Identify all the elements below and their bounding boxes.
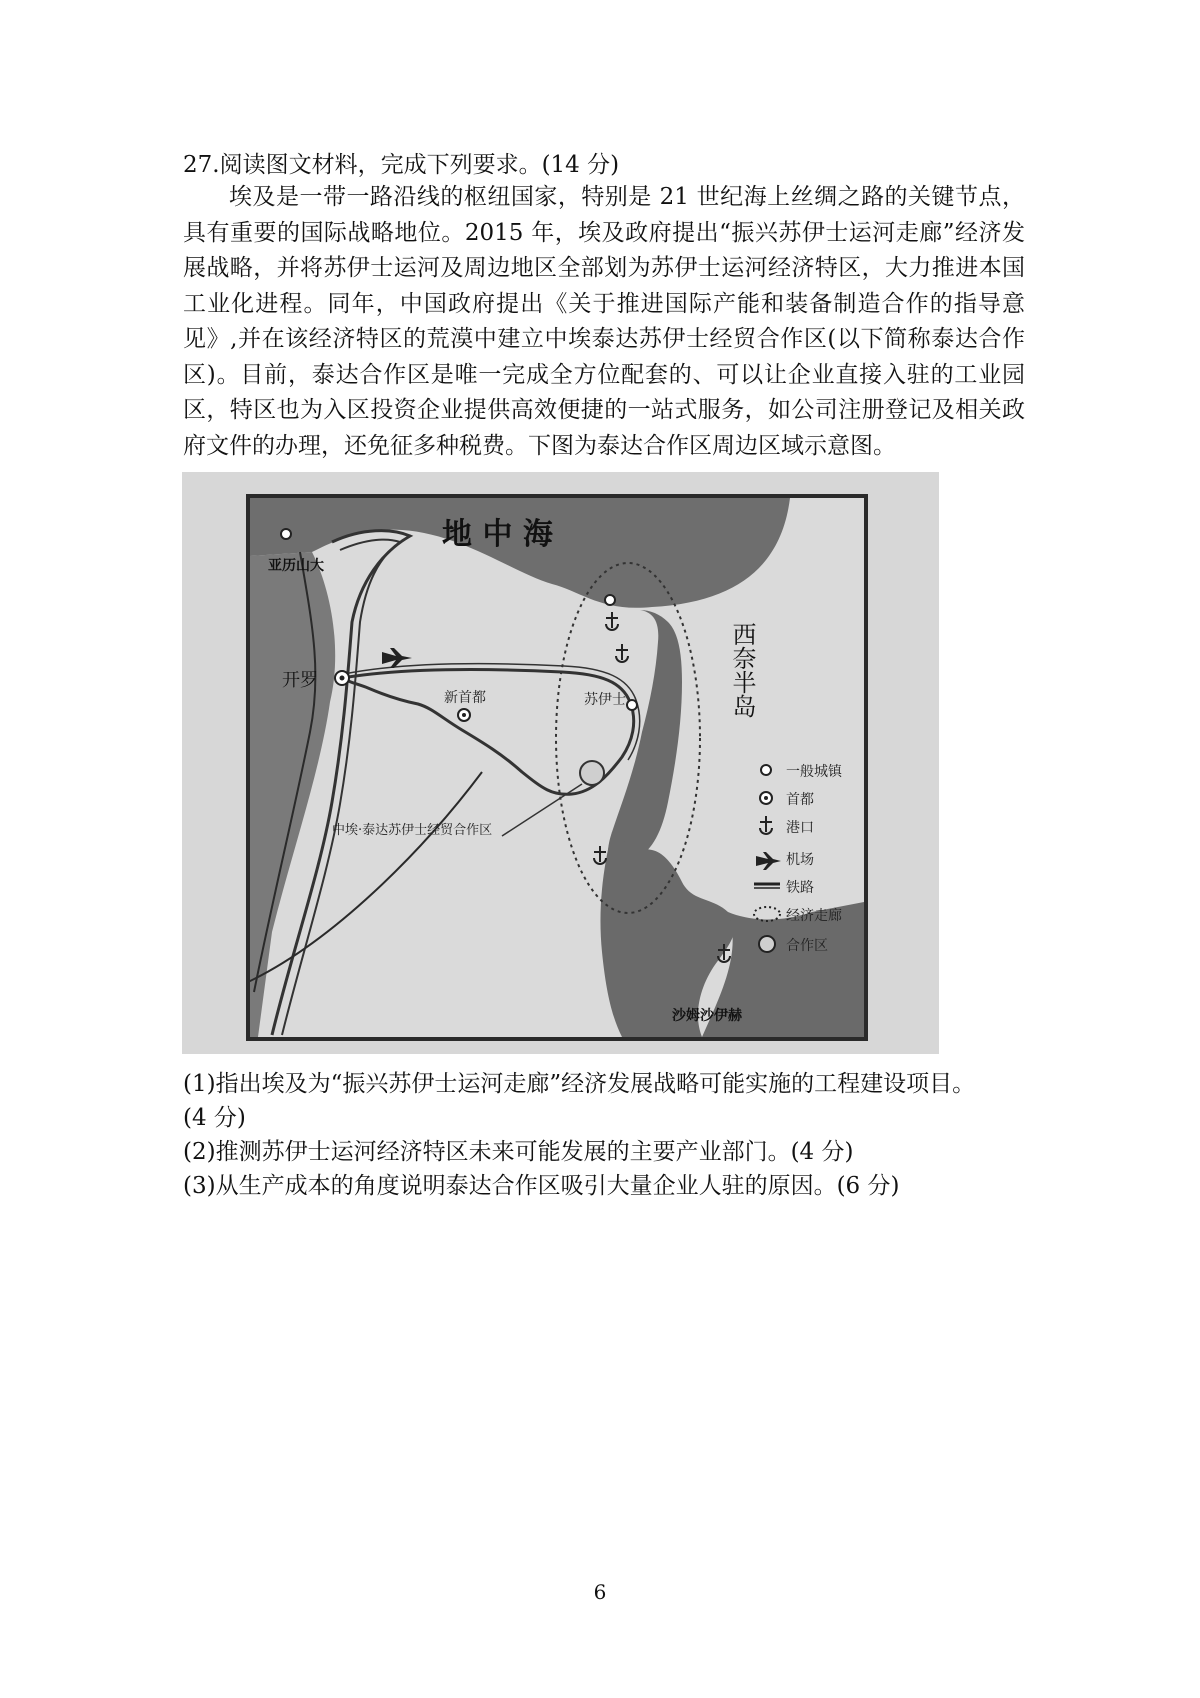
legend-label: 合作区 [786, 938, 828, 954]
legend-label: 铁路 [786, 880, 814, 896]
sub-question-1-score: (4 分) [183, 1105, 246, 1131]
legend-label: 一般城镇 [786, 764, 842, 780]
sub-question-2: (2)推测苏伊士运河经济特区未来可能发展的主要产业部门。(4 分) [183, 1139, 854, 1165]
city-label-cairo: 开罗 [282, 670, 318, 691]
map-svg [182, 472, 939, 1054]
legend-label: 港口 [786, 820, 814, 836]
town-icon [761, 765, 771, 775]
suez-marker [627, 700, 637, 710]
sub-question-3: (3)从生产成本的角度说明泰达合作区吸引大量企业人驻的原因。(6 分) [183, 1173, 900, 1199]
legend-label: 首都 [786, 792, 814, 808]
cooperation-zone-marker [580, 761, 604, 785]
map-figure [182, 472, 939, 1054]
city-label-sharm: 沙姆沙伊赫 [672, 1008, 742, 1024]
sub-question-1: (1)指出埃及为“振兴苏伊士运河走廊”经济发展战略可能实施的工程建设项目。 [183, 1071, 976, 1097]
zone-label: 中埃·泰达苏伊士经贸合作区 [332, 823, 493, 838]
zone-icon [759, 936, 775, 952]
port-said-marker [605, 595, 615, 605]
legend-label: 经济走廊 [786, 908, 842, 924]
sub-questions [183, 1067, 1043, 1203]
city-label-alexandria: 亚历山大 [268, 558, 324, 574]
sea-label: 地 中 海 [442, 517, 553, 552]
legend-label: 机场 [786, 852, 814, 868]
city-label-suez: 苏伊士 [584, 692, 626, 708]
peninsula-label: 西奈半岛 [728, 622, 756, 718]
question-passage: 埃及是一带一路沿线的枢纽国家，特别是 21 世纪海上丝绸之路的关键节点，具有重要的国际战略地位。2015 年，埃及政府提出“振兴苏伊士运河走廊”经济发展战略，并将苏伊士运河及周边地区全部划为苏伊士运河经济特区，大力推进本国工业化进程。同年，中国政府提出《关于推进国际产能和装备制造合作的指导意见》,并在该经济特区的荒漠中建立中埃泰达苏伊士经贸合作区(以下简称泰达合作区)。目前，泰达合作区是唯一完成全方位配套的、可以让企业直接入驻的工业园区，特区也为入区投资企业提供高效便捷的一站式服务，如公司注册登记及相关政府文件的办理，还免征多种税费。下图为泰达合作区周边区域示意图。 [183, 184, 1025, 459]
city-label-new-capital: 新首都 [444, 690, 486, 706]
question-title: 27.阅读图文材料，完成下列要求。(14 分) [183, 152, 620, 178]
page-number: 6 [593, 1580, 607, 1604]
alexandria-marker [281, 529, 291, 539]
